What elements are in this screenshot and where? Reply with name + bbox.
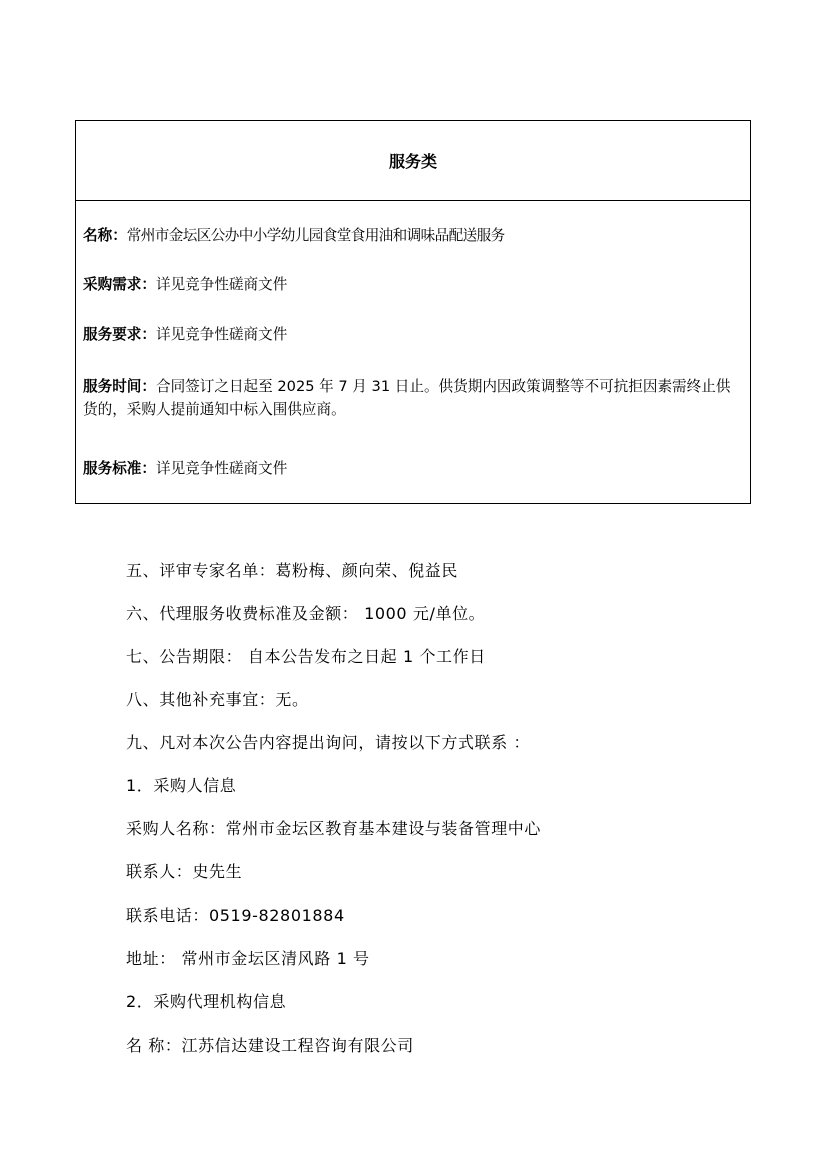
field-service-requirement-label: 服务要求： xyxy=(83,326,156,343)
field-procurement-requirement-label: 采购需求： xyxy=(83,276,156,293)
review-experts-line: 五、评审专家名单：葛粉梅、颜向荣、倪益民 xyxy=(126,561,459,580)
field-service-standard xyxy=(83,457,744,480)
service-table xyxy=(75,120,751,504)
field-name-label: 名称： xyxy=(83,227,127,244)
other-matters-line: 八、其他补充事宜：无。 xyxy=(126,690,309,709)
field-service-requirement-value: 详见竞争性磋商文件 xyxy=(155,326,288,343)
purchaser-info-heading: 1．采购人信息 xyxy=(126,776,237,795)
contact-phone-line: 联系电话：0519-82801884 xyxy=(126,906,345,925)
field-service-time-value: 合同签订之日起至 2025 年 7 月 31 日止。供货期内因政策调整等不可抗拒因素需终止供货的，采购人提前通知中标入围供应商。 xyxy=(83,378,731,418)
agency-name-line: 名 称：江苏信达建设工程咨询有限公司 xyxy=(126,1036,414,1055)
address-line: 地址： 常州市金坛区清风路 1 号 xyxy=(126,949,370,968)
field-service-time xyxy=(83,375,744,421)
field-service-requirement xyxy=(83,323,744,346)
agency-info-heading: 2．采购代理机构信息 xyxy=(126,992,287,1011)
agency-fee-line: 六、代理服务收费标准及金额： 1000 元/单位。 xyxy=(126,604,486,623)
field-name-value: 常州市金坛区公办中小学幼儿园食堂食用油和调味品配送服务 xyxy=(126,227,505,244)
service-table-title: 服务类 xyxy=(76,121,750,201)
contact-person-line: 联系人：史先生 xyxy=(126,862,243,881)
field-service-standard-value: 详见竞争性磋商文件 xyxy=(155,460,288,477)
field-procurement-requirement xyxy=(83,273,744,296)
field-service-time-label: 服务时间： xyxy=(83,378,156,395)
field-service-standard-label: 服务标准： xyxy=(83,460,156,477)
notice-period-line: 七、公告期限： 自本公告发布之日起 1 个工作日 xyxy=(126,647,486,666)
field-name xyxy=(83,224,744,247)
field-procurement-requirement-value: 详见竞争性磋商文件 xyxy=(155,276,288,293)
inquiry-contact-line: 九、凡对本次公告内容提出询问，请按以下方式联系 ： xyxy=(126,733,531,752)
purchaser-name-line: 采购人名称：常州市金坛区教育基本建设与装备管理中心 xyxy=(126,819,542,838)
